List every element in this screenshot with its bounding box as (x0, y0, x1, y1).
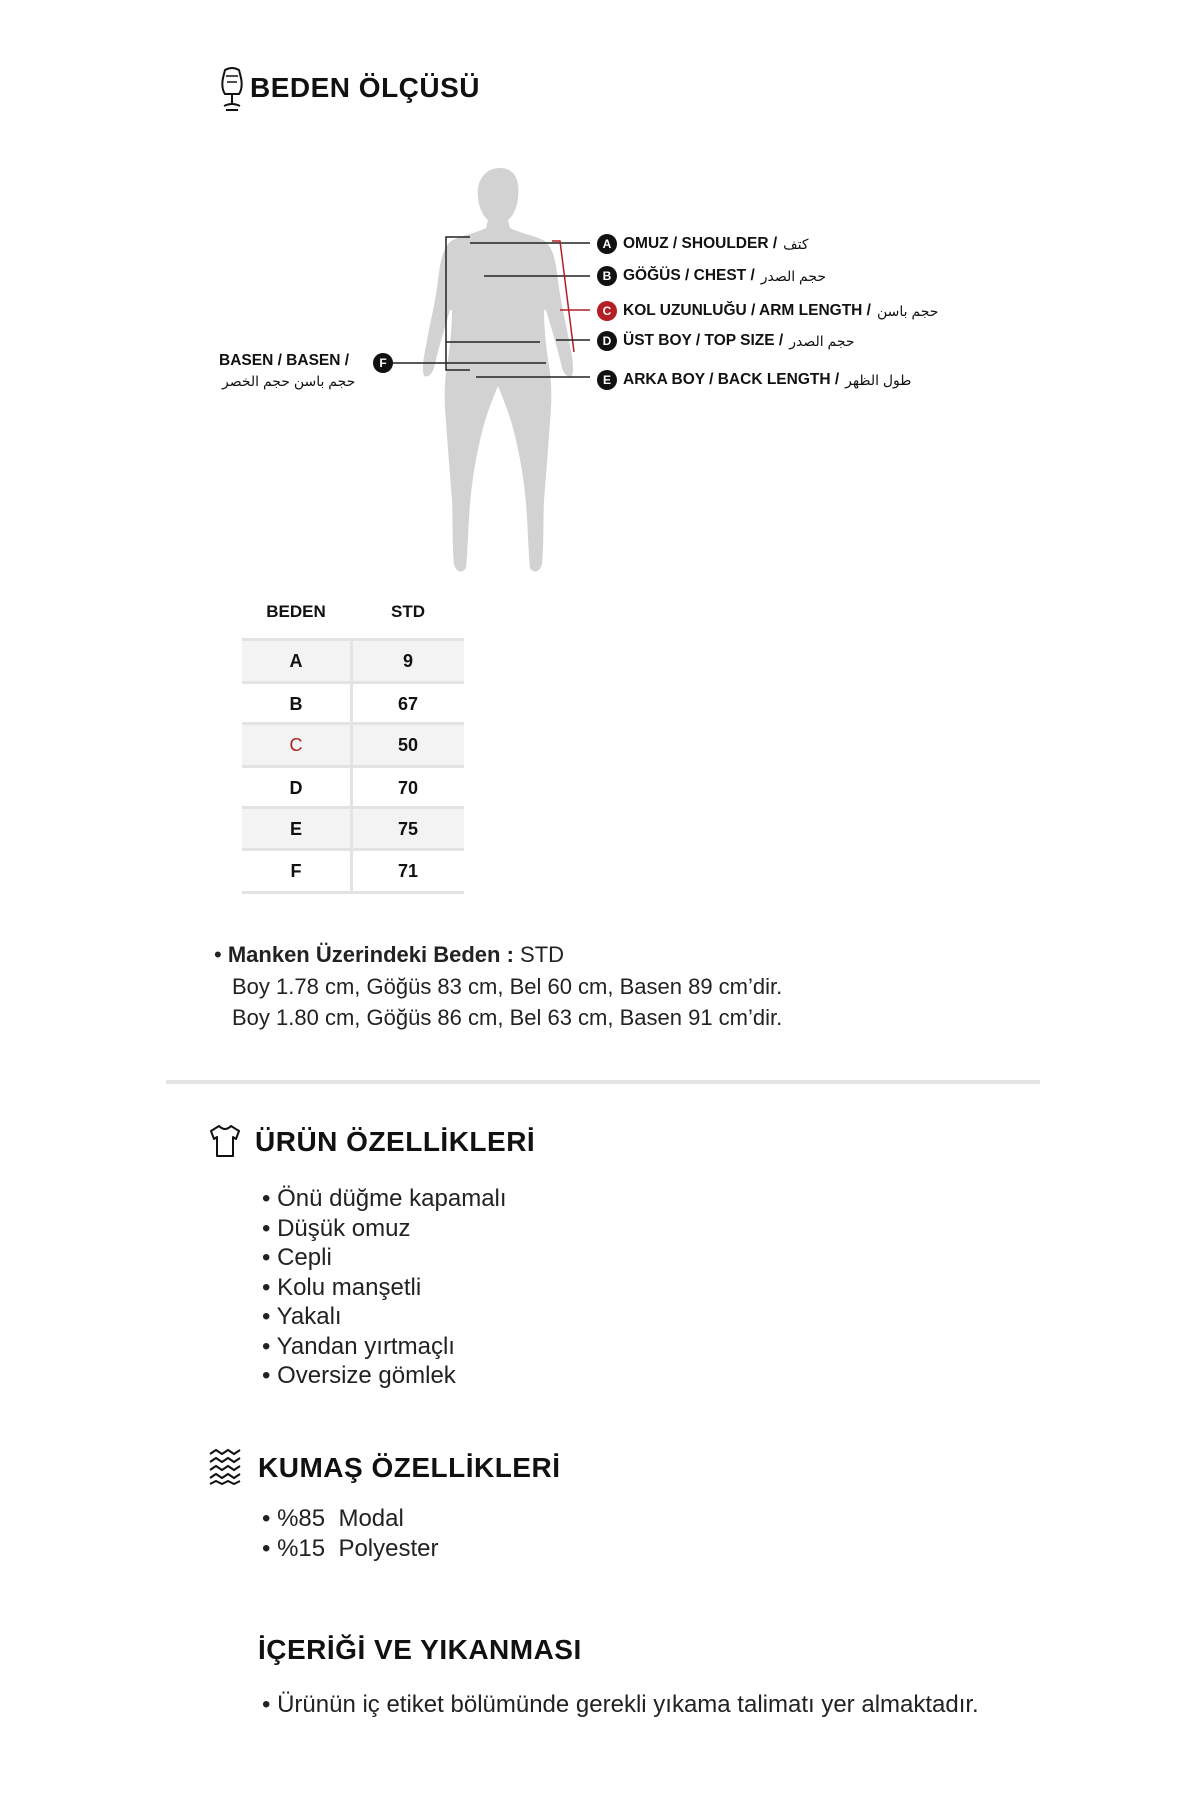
measurement-b (597, 266, 826, 286)
table-cell-key: C (242, 725, 353, 765)
table-cell-key: D (242, 768, 353, 808)
measurement-b-arabic: حجم الصدر (760, 267, 827, 284)
table-cell-value: 50 (397, 734, 419, 755)
size-section-title: BEDEN ÖLÇÜSÜ (250, 72, 481, 103)
table-cell-value: 67 (397, 693, 419, 714)
list-item: • Düşük omuz (262, 1214, 507, 1244)
table-header-std: STD (391, 602, 425, 621)
care-title: İÇERİĞİ VE YIKANMASI (258, 1634, 582, 1665)
list-item: • Yandan yırtmaçlı (262, 1332, 507, 1362)
model-info-line-1: Boy 1.78 cm, Göğüs 83 cm, Bel 60 cm, Basen 89 cm’dir. (232, 974, 783, 999)
table-row (242, 684, 464, 724)
measurement-e-arabic: طول الظهر (845, 371, 912, 388)
table-cell-key: B (242, 684, 353, 724)
list-item: • Oversize gömlek (262, 1361, 507, 1391)
care-list (262, 1690, 982, 1720)
table-cell-key: A (242, 641, 353, 681)
table-cell-key: F (242, 851, 353, 891)
product-features-title: ÜRÜN ÖZELLİKLERİ (255, 1126, 536, 1157)
list-item: • %85 Modal (262, 1504, 439, 1534)
model-info-heading: • Manken Üzerindeki Beden : STD (214, 942, 565, 967)
fabric-pattern-icon (208, 1448, 244, 1486)
measurement-d-label: ÜST BOY / TOP SIZE / (623, 332, 784, 349)
table-cell-value: 71 (397, 860, 419, 881)
table-row (242, 768, 464, 808)
badge-c: C (597, 301, 617, 321)
table-row (242, 641, 464, 681)
list-item: • Yakalı (262, 1302, 507, 1332)
measurement-e (597, 370, 911, 390)
measurement-a-label: OMUZ / SHOULDER / (623, 235, 778, 252)
badge-d: D (597, 331, 617, 351)
measurement-a (597, 234, 809, 254)
list-item: • %15 Polyester (262, 1534, 439, 1564)
model-info-label: Manken Üzerindeki Beden : (227, 942, 514, 967)
measurement-lines (0, 0, 1200, 600)
list-item: • Önü düğme kapamalı (262, 1184, 507, 1214)
fabric-features-title: KUMAŞ ÖZELLİKLERİ (258, 1452, 561, 1483)
badge-a: A (597, 234, 617, 254)
table-row (242, 851, 464, 891)
product-features-list (262, 1184, 507, 1391)
measurement-c-label: KOL UZUNLUĞU / ARM LENGTH / (623, 302, 871, 319)
basen-arabic: حجم باسن حجم الخصر (222, 373, 356, 389)
table-cell-value: 75 (397, 818, 419, 839)
table-row (242, 809, 464, 849)
table-row (242, 725, 464, 765)
model-info-size: STD (520, 942, 565, 967)
measurement-c-arabic: حجم باسن (877, 302, 939, 319)
measurement-d-arabic: حجم الصدر (789, 332, 855, 349)
model-info-line-2: Boy 1.80 cm, Göğüs 86 cm, Bel 63 cm, Basen 91 cm’dir. (232, 1005, 783, 1030)
table-cell-key: E (242, 809, 353, 849)
badge-e: E (597, 370, 617, 390)
table-header-beden: BEDEN (266, 602, 326, 621)
list-item: • Kolu manşetli (262, 1273, 507, 1303)
measurement-d (597, 331, 855, 351)
list-item: • Ürünün iç etiket bölümünde gerekli yıkama talimatı yer almaktadır. (262, 1690, 982, 1720)
basen-label: BASEN / BASEN / (219, 352, 350, 369)
fabric-features-list (262, 1504, 439, 1563)
measurement-b-label: GÖĞÜS / CHEST / (623, 267, 755, 284)
measurement-c (597, 301, 938, 321)
table-cell-value: 9 (402, 650, 413, 671)
badge-f: F (373, 353, 393, 373)
measurement-e-label: ARKA BOY / BACK LENGTH / (623, 371, 840, 388)
tshirt-icon (207, 1123, 243, 1159)
list-item: • Cepli (262, 1243, 507, 1273)
table-cell-value: 70 (397, 777, 419, 798)
section-divider (166, 1080, 1040, 1084)
measurement-a-arabic: كتف (783, 235, 809, 252)
badge-b: B (597, 266, 617, 286)
